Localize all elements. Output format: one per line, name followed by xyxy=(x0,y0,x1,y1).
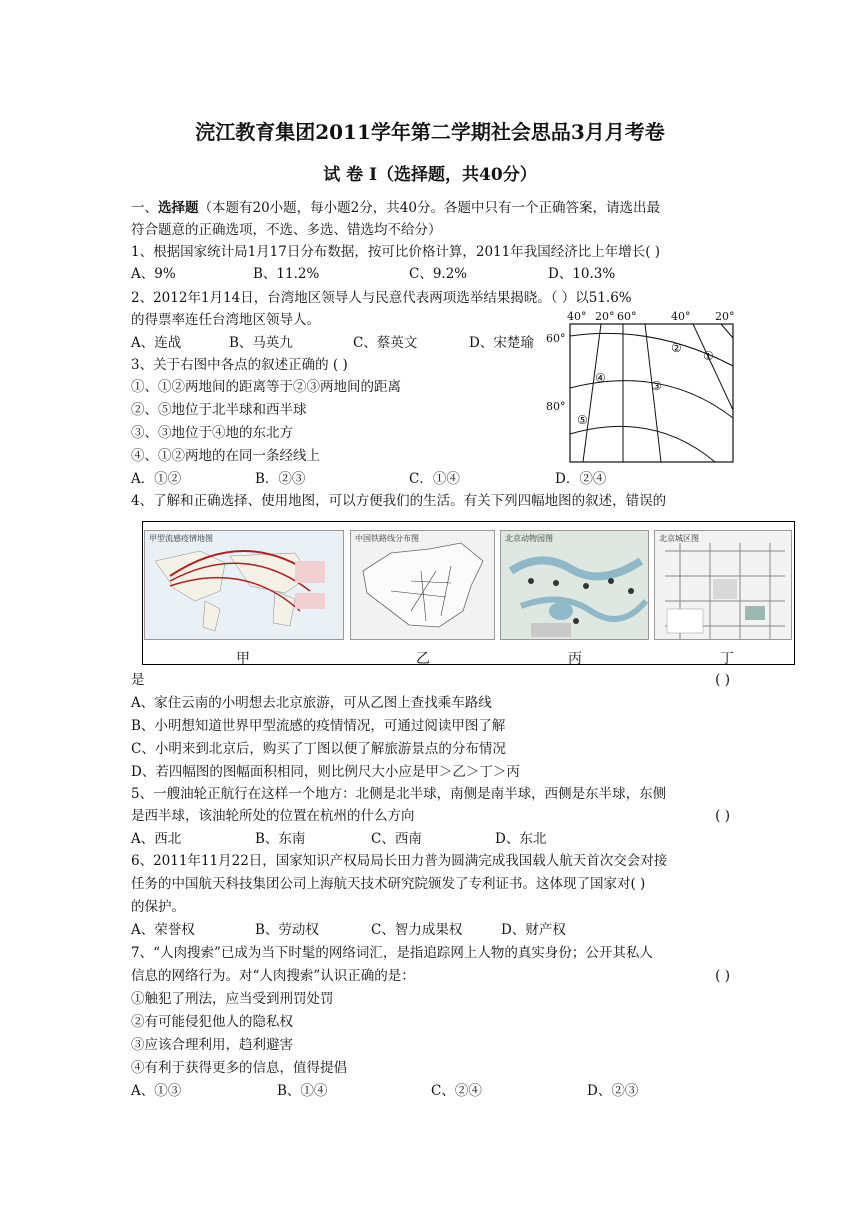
q7-option-b: B、①④ xyxy=(277,1083,328,1099)
q4-option-d: D、若四幅图的图幅面积相同，则比例尺大小应是甲＞乙＞丁＞丙 xyxy=(131,764,520,780)
section-prefix: 一、 xyxy=(131,200,158,216)
grid-point-5: ⑤ xyxy=(577,413,588,427)
map-jia-thumbnail xyxy=(144,530,344,640)
section-desc-line2: 符合题意的正确选项，不选、多选、错选均不给分） xyxy=(131,222,442,238)
q3-option-a: A．①② xyxy=(131,471,182,487)
q7-option-c: C、②④ xyxy=(431,1083,482,1099)
q7-stem-line2: 信息的网络行为。对“人肉搜索”认识正确的是： xyxy=(131,968,415,984)
q1-stem: 1、根据国家统计局1月17日分布数据，按可比价格计算，2011年我国经济比上年增长( ) xyxy=(131,244,661,260)
map-bing-title: 北京动物园图 xyxy=(505,534,553,543)
q6-option-a: A、荣誉权 xyxy=(131,922,195,938)
grid-top-label-5: 20° xyxy=(715,310,735,323)
q6-option-d: D、财产权 xyxy=(501,922,566,938)
map-label-bing: 丙 xyxy=(568,651,582,667)
map-bing-thumbnail xyxy=(500,530,649,640)
exam-title: 浣江教育集团2011学年第二学期社会思品3月月考卷 xyxy=(195,120,665,144)
q6-stem-line2: 任务的中国航天科技集团公司上海航天技术研究院颁发了专利证书。这体现了国家对( ) xyxy=(131,876,646,892)
section-heading xyxy=(131,198,660,218)
grid-top-label-3: 60° xyxy=(617,310,637,323)
q6-option-c: C、智力成果权 xyxy=(371,922,463,938)
q3-option-c: C．①④ xyxy=(409,471,460,487)
q5-stem-line2: 是西半球，该油轮所处的位置在杭州的什么方向 xyxy=(131,808,415,824)
q7-option-a: A、①③ xyxy=(131,1083,182,1099)
map-label-yi: 乙 xyxy=(416,651,430,667)
section-name: 选择题 xyxy=(158,200,199,216)
q5-stem: 5、一艘油轮正航行在这样一个地方：北侧是北半球，南侧是南半球，西侧是东半球，东侧 xyxy=(131,786,667,802)
q7-option-d: D、②③ xyxy=(587,1083,639,1099)
grid-point-3: ③ xyxy=(651,379,662,393)
map-ding-title: 北京城区图 xyxy=(659,534,699,543)
q7-stem: 7、“人肉搜索”已成为当下时髦的网络词汇，是指追踪网上人物的真实身份；公开其私人 xyxy=(131,945,653,961)
map-yi-title: 中国铁路线分布图 xyxy=(355,534,419,543)
q4-stem: 4、了解和正确选择、使用地图，可以方便我们的生活。有关下列四幅地图的叙述，错误的 xyxy=(131,493,667,509)
q1-option-c: C、9.2% xyxy=(409,266,468,282)
q5-option-d: D、东北 xyxy=(495,831,547,847)
q2-stem: 2、2012年1月14日，台湾地区领导人与民意代表两项选举结果揭晓。（ ）以51.6% xyxy=(131,290,632,306)
q2-option-d: D、宋楚瑜 xyxy=(469,335,534,351)
q3-option-d: D．②④ xyxy=(555,471,607,487)
q2-option-c: C、蔡英文 xyxy=(353,335,418,351)
q7-answer-bracket: ( ) xyxy=(715,968,730,984)
q4-option-a: A、家住云南的小明想去北京旅游，可从乙图上查找乘车路线 xyxy=(131,695,492,711)
four-maps-figure xyxy=(142,521,795,665)
grid-left-label-1: 60° xyxy=(546,332,566,345)
q3-item-1: ①、①②两地间的距离等于②③两地间的距离 xyxy=(131,379,401,395)
map-ding-thumbnail xyxy=(654,530,792,640)
q3-item-2: ②、⑤地位于北半球和西半球 xyxy=(131,402,307,418)
q3-item-3: ③、③地位于④地的东北方 xyxy=(131,425,293,441)
q6-stem-line3: 的保护。 xyxy=(131,899,185,915)
q6-stem: 6、2011年11月22日，国家知识产权局局长田力普为圆满完成我国载人航天首次交会对接 xyxy=(131,853,668,869)
q6-option-b: B、劳动权 xyxy=(255,922,319,938)
q7-item-2: ②有可能侵犯他人的隐私权 xyxy=(131,1014,293,1030)
q3-option-b: B．②③ xyxy=(255,471,306,487)
q7-item-4: ④有利于获得更多的信息，值得提倡 xyxy=(131,1060,347,1076)
q4-option-b: B、小明想知道世界甲型流感的疫情情况，可通过阅读甲图了解 xyxy=(131,718,506,734)
q5-answer-bracket: ( ) xyxy=(715,808,730,824)
q1-option-a: A、9% xyxy=(131,266,176,282)
q2-stem-line2: 的得票率连任台湾地区领导人。 xyxy=(131,312,320,328)
grid-left-label-2: 80° xyxy=(546,400,566,413)
q3-item-4: ④、①②两地的在同一条经线上 xyxy=(131,448,320,464)
grid-point-1: ① xyxy=(703,349,714,363)
grid-top-label-4: 40° xyxy=(671,310,691,323)
map-label-jia: 甲 xyxy=(236,651,250,667)
q1-option-d: D、10.3% xyxy=(548,266,616,282)
grid-top-label-2: 20° xyxy=(595,310,615,323)
grid-point-2: ② xyxy=(671,341,682,355)
q1-option-b: B、11.2% xyxy=(253,266,320,282)
grid-point-4: ④ xyxy=(595,371,606,385)
map-yi-thumbnail xyxy=(350,530,495,640)
grid-top-label-1: 40° xyxy=(567,310,587,323)
q4-option-c: C、小明来到北京后，购买了丁图以便了解旅游景点的分布情况 xyxy=(131,741,506,757)
latitude-longitude-grid-diagram xyxy=(543,306,738,466)
q2-option-b: B、马英九 xyxy=(229,335,293,351)
map-label-ding: 丁 xyxy=(720,651,734,667)
q7-item-3: ③应该合理利用，趋利避害 xyxy=(131,1037,293,1053)
q5-option-b: B、东南 xyxy=(255,831,306,847)
q5-option-c: C、西南 xyxy=(371,831,422,847)
q5-option-a: A、西北 xyxy=(131,831,182,847)
q3-stem: 3、关于右图中各点的叙述正确的 ( ) xyxy=(131,357,348,373)
q4-stem-end: 是 xyxy=(131,672,145,688)
section-desc: （本题有20小题，每小题2分，共40分。各题中只有一个正确答案，请选出最 xyxy=(198,200,660,216)
q4-answer-bracket: ( ) xyxy=(715,672,730,688)
q2-option-a: A、连战 xyxy=(131,335,182,351)
q7-item-1: ①触犯了刑法，应当受到刑罚处罚 xyxy=(131,991,334,1007)
exam-subtitle: 试 卷 Ⅰ（选择题，共40分） xyxy=(323,165,537,185)
map-jia-title: 甲型流感疫情地图 xyxy=(149,534,213,543)
